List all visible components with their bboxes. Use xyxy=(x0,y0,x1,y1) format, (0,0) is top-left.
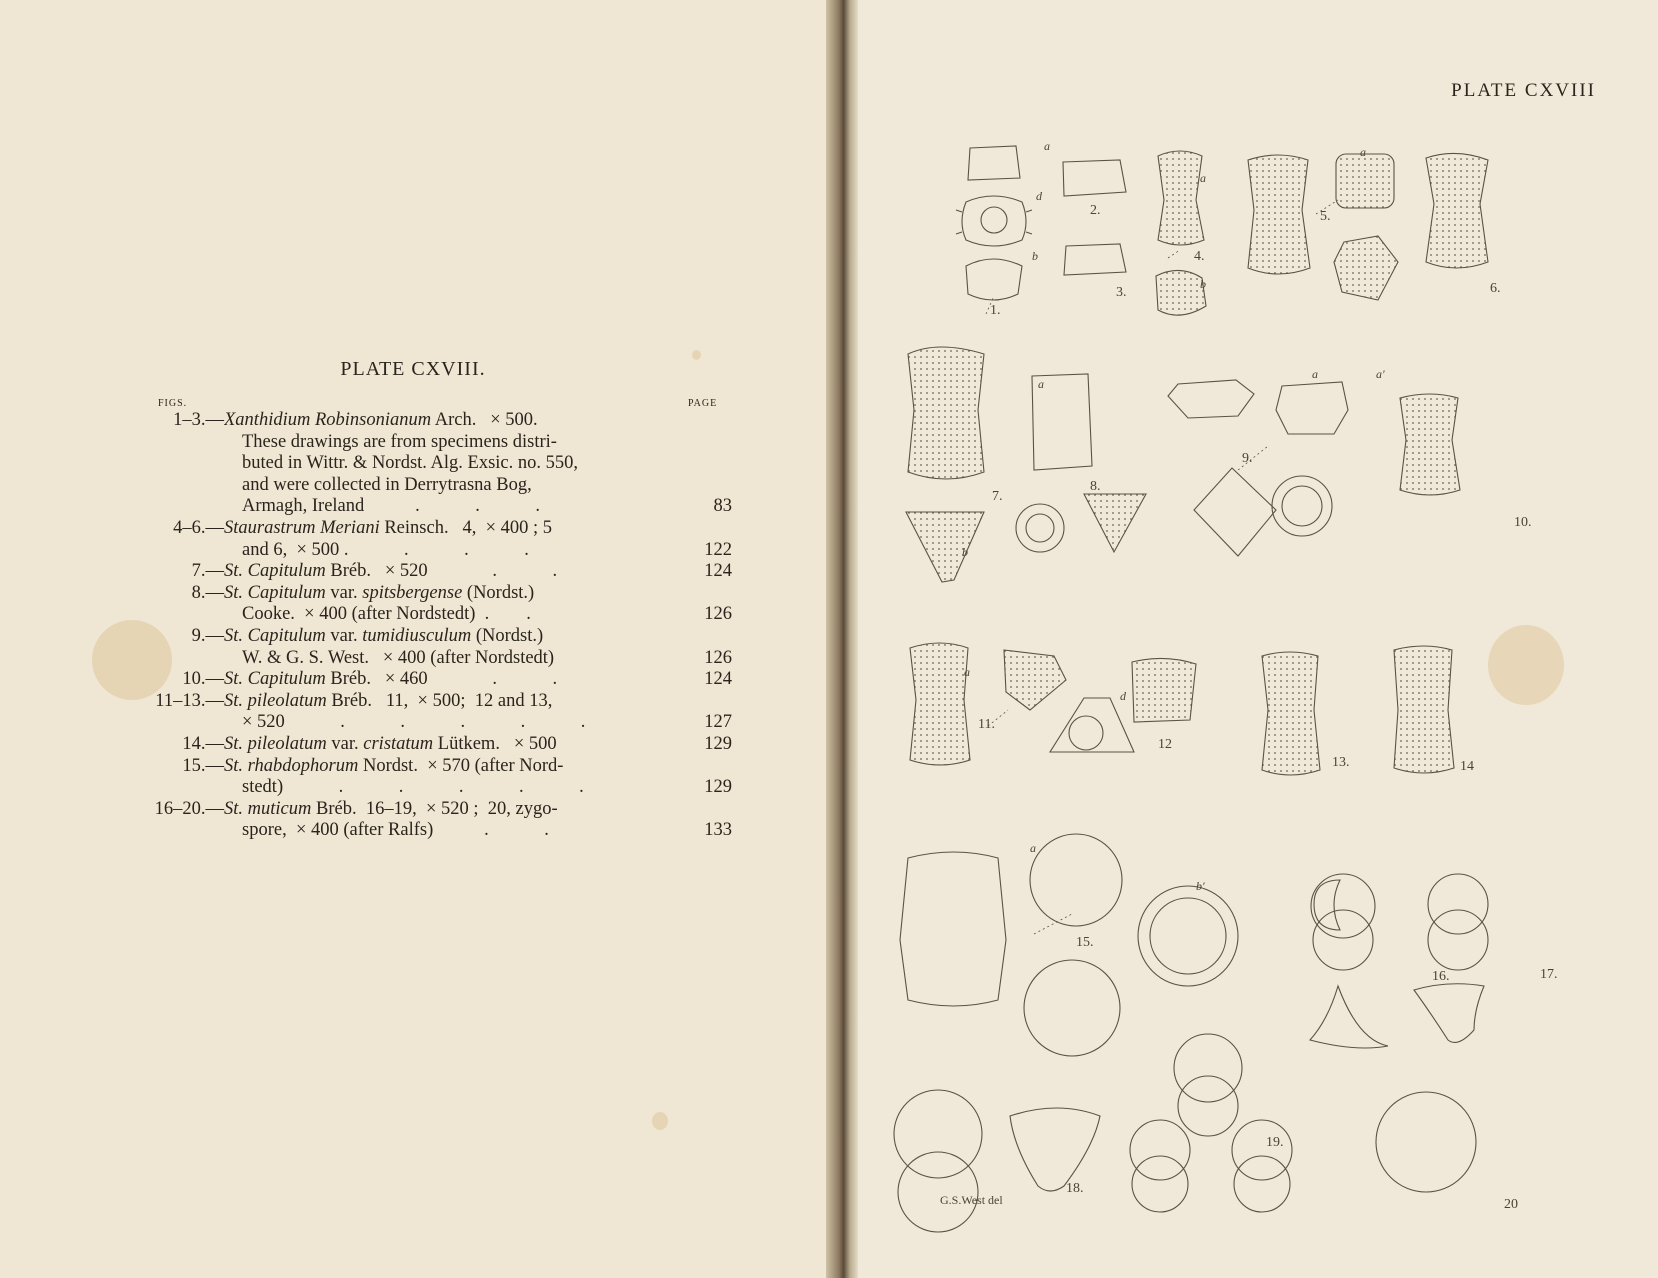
svg-text:d: d xyxy=(1036,189,1042,203)
fig-label-4: 4. xyxy=(1194,249,1205,264)
legend-entry xyxy=(130,734,732,756)
plate-header: PLATE CXVIII xyxy=(1451,80,1596,101)
left-page xyxy=(0,0,826,1278)
page-number: 129 xyxy=(704,733,732,754)
legend-text: St. Capitulum Bréb. × 460 . . xyxy=(224,669,558,690)
fig-label-11: 11. xyxy=(978,717,995,732)
figure-number: 8.— xyxy=(191,582,224,603)
figure-number: 16–20.— xyxy=(154,798,224,819)
legend-text: St. Capitulum var. spitsbergense (Nordst.) xyxy=(224,582,535,603)
fig-label-16: 16. xyxy=(1432,969,1450,984)
legend-entry xyxy=(130,756,732,799)
page-number: 83 xyxy=(713,496,732,517)
figure-number: 4–6.— xyxy=(173,517,224,538)
fig-label-12: 12 xyxy=(1158,737,1172,752)
figure-6 xyxy=(1426,153,1488,268)
fig-label-6: 6. xyxy=(1490,281,1501,296)
figure-number: 15.— xyxy=(182,755,224,776)
figure-11b xyxy=(1004,650,1066,710)
figure-1 xyxy=(956,146,1032,300)
svg-text:a: a xyxy=(1030,841,1036,855)
figure-4 xyxy=(1156,151,1206,315)
legend-text: St. muticum Bréb. 16–19, × 520 ; 20, zygo- xyxy=(224,798,558,819)
fig-label-15: 15. xyxy=(1076,935,1094,950)
legend-entry xyxy=(130,561,732,583)
legend-text: × 520 . . . . . xyxy=(242,712,586,733)
figure-11 xyxy=(910,643,970,765)
page-number: 126 xyxy=(704,604,732,625)
page-number: 129 xyxy=(704,777,732,798)
fig-label-3: 3. xyxy=(1116,285,1127,300)
figs-column-header: FIGS. xyxy=(158,398,188,409)
figure-10 xyxy=(1400,394,1460,495)
legend-text: spore, × 400 (after Ralfs) . . xyxy=(242,820,549,841)
legend-text: St. rhabdophorum Nordst. × 570 (after Nord- xyxy=(224,755,564,776)
figure-16 xyxy=(1310,874,1388,1048)
figure-number: 14.— xyxy=(182,733,224,754)
figure-number: 1–3.— xyxy=(173,410,224,430)
figure-12 xyxy=(1132,658,1196,722)
figure-19 xyxy=(1130,1034,1292,1212)
figure-15 xyxy=(900,834,1238,1056)
legend-text: stedt) . . . . . xyxy=(242,777,584,798)
figure-14 xyxy=(1394,646,1454,773)
fig-label-18: 18. xyxy=(1066,1181,1084,1196)
figure-number: 11–13.— xyxy=(155,690,224,711)
legend-entry xyxy=(130,799,732,842)
svg-text:b: b xyxy=(962,545,968,559)
figure-8 xyxy=(1016,374,1146,552)
legend-text: St. pileolatum var. cristatum Lütkem. × 500 xyxy=(224,733,557,754)
fig-label-17: 17. xyxy=(1540,967,1558,982)
fig-label-1: 1. xyxy=(990,303,1001,318)
legend-text: St. Capitulum Bréb. × 520 . . xyxy=(224,561,558,582)
legend-entry xyxy=(130,626,732,669)
figure-3 xyxy=(1064,244,1126,275)
svg-text:a: a xyxy=(964,665,970,679)
fig-label-10: 10. xyxy=(1514,515,1532,530)
svg-text:b': b' xyxy=(1196,879,1205,893)
figure-9 xyxy=(1168,380,1348,556)
svg-text:d: d xyxy=(1120,689,1126,703)
svg-text:a: a xyxy=(1038,377,1044,391)
page-number: 124 xyxy=(704,561,732,582)
legend-text: St. pileolatum Bréb. 11, × 500; 12 and 13, xyxy=(224,690,553,711)
svg-text:b: b xyxy=(1032,249,1038,263)
figure-7 xyxy=(906,347,984,582)
legend-text: buted in Wittr. & Nordst. Alg. Exsic. no. 550, xyxy=(242,453,579,474)
fig-label-9: 9. xyxy=(1242,451,1253,466)
legend-text: Armagh, Ireland . . . xyxy=(242,496,541,517)
page-number: 133 xyxy=(704,820,732,841)
page-number: 124 xyxy=(704,669,732,690)
fig-label-14: 14 xyxy=(1460,759,1474,774)
legend-text: St. Capitulum var. tumidiusculum (Nordst.) xyxy=(224,625,544,646)
figure-13 xyxy=(1262,652,1320,775)
page-column-header: PAGE xyxy=(688,398,718,409)
figure-20 xyxy=(1376,1092,1476,1192)
fig-label-2: 2. xyxy=(1090,203,1101,218)
plate-illustration xyxy=(858,0,1658,1278)
figure-17 xyxy=(1414,874,1488,1042)
figure-5 xyxy=(1248,154,1398,300)
fig-label-19: 19. xyxy=(1266,1135,1284,1150)
svg-text:a: a xyxy=(1200,171,1206,185)
foxing-spot xyxy=(652,1112,668,1130)
plate-legend xyxy=(130,410,732,842)
legend-text: Xanthidium Robinsonianum Arch. × 500. xyxy=(224,410,538,430)
legend-entry xyxy=(130,410,732,518)
legend-text: and were collected in Derrytrasna Bog, xyxy=(242,474,532,495)
legend-text: Cooke. × 400 (after Nordstedt) . . xyxy=(242,604,531,625)
figure-18 xyxy=(894,1090,1100,1232)
legend-text: These drawings are from specimens distri- xyxy=(242,431,557,452)
figure-number: 7.— xyxy=(191,561,224,582)
figure-number: 10.— xyxy=(182,669,224,690)
legend-entry xyxy=(130,518,732,561)
svg-text:a': a' xyxy=(1376,367,1385,381)
book-gutter xyxy=(826,0,858,1278)
page-number: 127 xyxy=(704,712,732,733)
legend-entry xyxy=(130,669,732,691)
page-number: 122 xyxy=(704,539,732,560)
fig-label-20: 20 xyxy=(1504,1197,1518,1212)
svg-text:a: a xyxy=(1360,145,1366,159)
svg-text:a: a xyxy=(1044,139,1050,153)
figure-2 xyxy=(1063,160,1126,196)
svg-text:a: a xyxy=(1312,367,1318,381)
right-page xyxy=(858,0,1658,1278)
legend-entry xyxy=(130,583,732,626)
svg-text:b: b xyxy=(1200,277,1206,291)
page-number: 126 xyxy=(704,647,732,668)
fig-label-5: 5. xyxy=(1320,209,1331,224)
legend-text: Staurastrum Meriani Reinsch. 4, × 400 ; 5 xyxy=(224,517,553,538)
artist-signature: G.S.West del xyxy=(940,1193,1003,1207)
legend-entry xyxy=(130,691,732,734)
plate-title: PLATE CXVIII. xyxy=(340,358,486,380)
legend-text: W. & G. S. West. × 400 (after Nordstedt) xyxy=(242,647,555,668)
figure-number: 9.— xyxy=(191,625,224,646)
legend-text: and 6, × 500 . . . . xyxy=(242,539,529,560)
fig-label-7: 7. xyxy=(992,489,1003,504)
fig-label-8: 8. xyxy=(1090,479,1101,494)
fig-label-13: 13. xyxy=(1332,755,1350,770)
